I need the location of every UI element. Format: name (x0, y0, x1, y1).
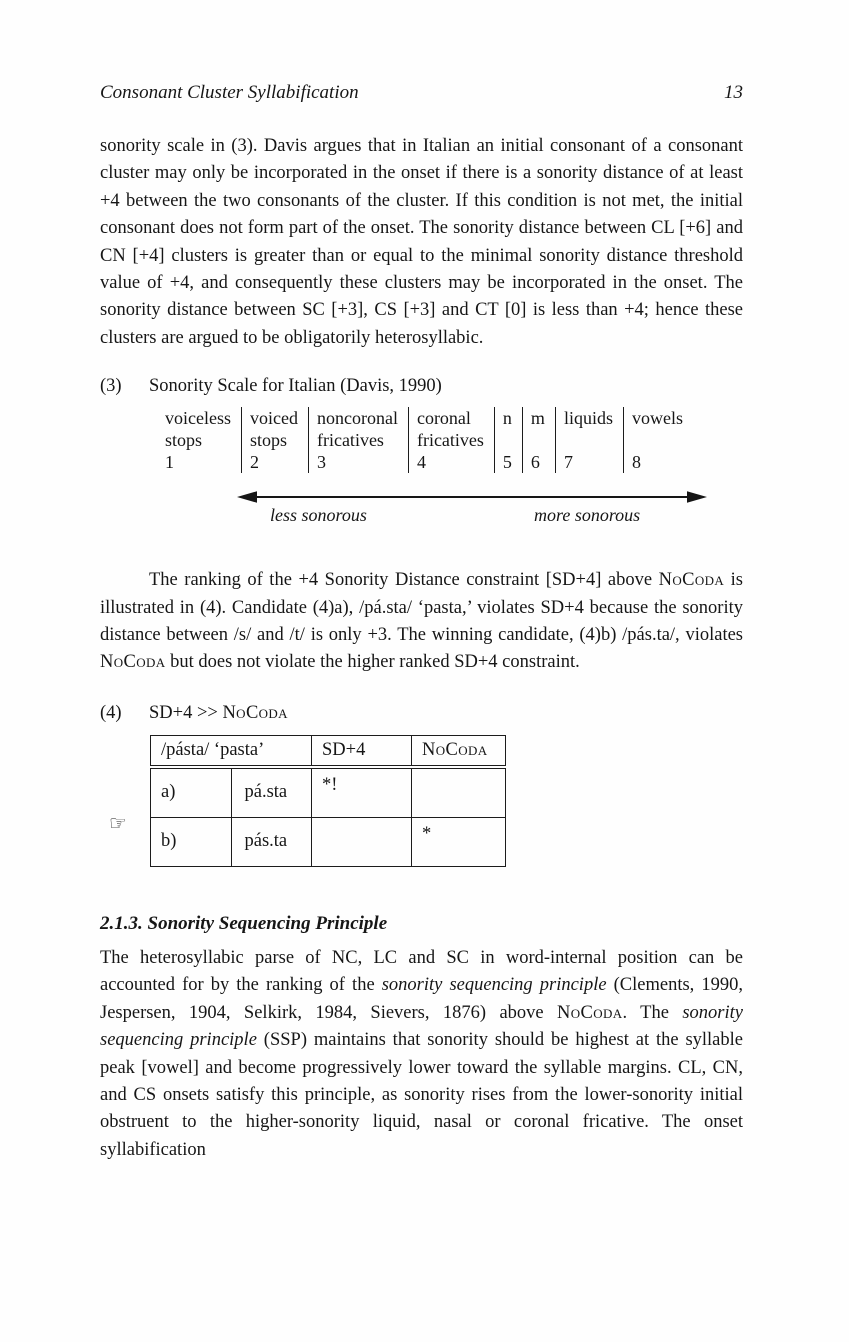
section-heading-2-1-3: 2.1.3. Sonority Sequencing Principle (100, 912, 388, 934)
running-header (100, 82, 743, 104)
arrow-labels (237, 505, 707, 529)
double-headed-arrow-icon (237, 489, 707, 505)
example-4-number: (4) (100, 702, 122, 723)
ot-tableau (150, 735, 506, 867)
scale-label: stops (249, 430, 287, 451)
scale-column-coronal-fricatives (409, 407, 495, 473)
scale-label (632, 429, 683, 451)
scale-label: n (502, 408, 512, 429)
scale-label: fricatives (316, 430, 384, 451)
scale-value: 4 (416, 452, 426, 473)
candidate-b-label: b) (151, 817, 232, 866)
scale-label: coronal (416, 408, 471, 429)
example-3-number: (3) (100, 376, 122, 397)
sonority-arrow-zone (237, 489, 707, 529)
scale-column-liquids (556, 407, 624, 473)
candidate-a-label: a) (151, 767, 232, 818)
scale-column-voiced-stops (242, 407, 309, 473)
scale-column-vowels (624, 407, 693, 473)
candidate-b-sd4-violation (312, 817, 412, 866)
scale-value: 2 (249, 452, 259, 473)
scale-value: 5 (502, 452, 512, 473)
scale-label (564, 429, 613, 451)
candidate-a-form: pá.sta (231, 767, 312, 818)
scale-column-n (495, 407, 523, 473)
scale-column-voiceless-stops (165, 407, 242, 473)
candidate-b-form: pás.ta (231, 817, 312, 866)
ot-tableau-figure (109, 735, 743, 867)
paragraph-ssp: The heterosyllabic parse of NC, LC and SC in word-internal position can be accounted for by the ranking of the sonority sequencing principle (Clements, 1990, Jespersen, 1904, Selkirk, 1984, Sievers, 1876) above NoCoda. The sonority sequencing principle (SSP) maintains that sonority should be highest at the syllable peak [vowel] and become progressively lower toward the syllable margins. CL, CN, and CS onsets satisfy this principle, as sonority rises from the lower-sonority initial obstruent to the higher-sonority liquid, nasal or coronal fricative. The onset syllabification (100, 947, 743, 1160)
scale-label: noncoronal (316, 408, 398, 429)
tableau-constraint-nocoda: NoCoda (412, 735, 506, 767)
sonority-scale-table (165, 407, 743, 473)
scale-value: 3 (316, 452, 326, 473)
scale-label: vowels (631, 408, 683, 429)
example-4-title: SD+4 >> NoCoda (149, 702, 288, 723)
scale-value: 8 (631, 452, 641, 473)
scale-label: m (530, 408, 545, 429)
paragraph-ranking: The ranking of the +4 Sonority Distance constraint [SD+4] above NoCoda is illustrated in (4). Candidate (4)a), /pá.sta/ ‘pasta,’ violates SD+4 because the sonority distance between /s/ and /t/ is only +3. The winning candidate, (4)b) /pás.ta/, violates NoCoda but does not violate the higher ranked SD+4 constraint. (100, 570, 743, 673)
scale-value: 1 (165, 452, 174, 473)
scale-label: fricatives (416, 430, 484, 451)
example-3-title: Sonority Scale for Italian (Davis, 1990) (149, 376, 442, 397)
scale-label: stops (165, 430, 203, 451)
tableau-row-b (151, 817, 506, 866)
tableau-input-cell: /pásta/ ‘pasta’ (151, 735, 312, 767)
candidate-b-nocoda-violation: * (412, 817, 506, 866)
scale-label (503, 429, 512, 451)
example-4-label (100, 701, 743, 725)
pointing-hand-icon: ☞ (109, 810, 127, 835)
scale-label (531, 429, 545, 451)
candidate-a-sd4-violation: *! (312, 767, 412, 818)
paragraph-sonority-scale: sonority scale in (3). Davis argues that in Italian an initial consonant of a consonant cluster may only be incorporated in the onset if there is a sonority distance of at least +4 between the two consonants of the cluster. If this condition is not met, the initial consonant does not form part of the onset. The sonority distance between CL [+6] and CN [+4] clusters is greater than or equal to the minimal sonority distance threshold value of +4, and consequently these clusters may be incorporated in the onset. The sonority distance between SC [+3], CS [+3] and CT [0] is less than +4; hence these clusters are argued to be obligatorily heterosyllabic. (100, 136, 743, 348)
less-sonorous-label: less sonorous (270, 505, 367, 526)
scale-label: voiced (249, 408, 298, 429)
scale-column-noncoronal-fricatives (309, 407, 409, 473)
running-title: Consonant Cluster Syllabification (100, 82, 359, 103)
scale-label: voiceless (165, 408, 231, 429)
scale-value: 7 (563, 452, 573, 473)
sonority-scale-figure (165, 407, 743, 529)
scale-value: 6 (530, 452, 540, 473)
more-sonorous-label: more sonorous (534, 505, 641, 526)
text-block (100, 82, 743, 1164)
tableau-header-row (151, 735, 506, 767)
example-3-label (100, 374, 743, 398)
candidate-a-nocoda-violation (412, 767, 506, 818)
tableau-constraint-sd4: SD+4 (312, 735, 412, 767)
scale-column-m (523, 407, 556, 473)
scale-label: liquids (563, 408, 613, 429)
tableau-row-a (151, 767, 506, 818)
page-number: 13 (724, 82, 743, 103)
